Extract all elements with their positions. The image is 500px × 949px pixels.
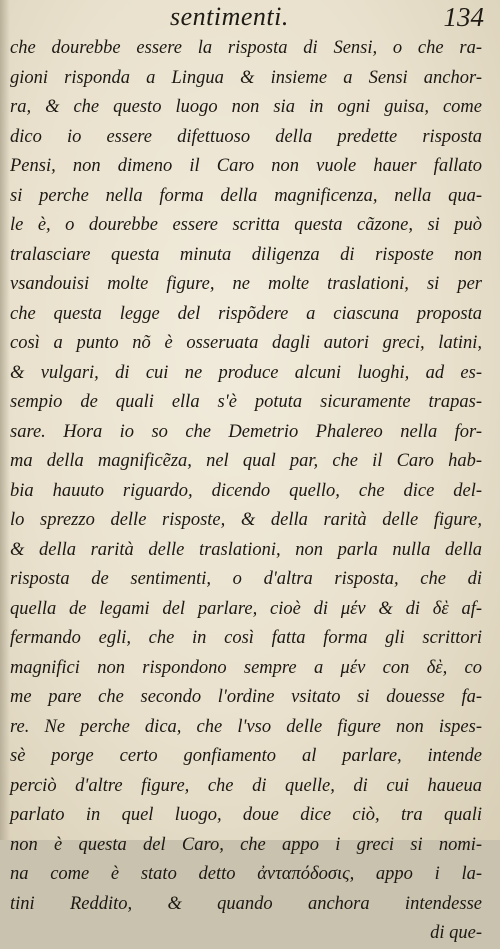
text-line: risposta de sentimenti, o d'altra risposta, che di [10, 569, 482, 589]
text-line: tralasciare questa minuta diligenza di risposte non [10, 244, 482, 265]
text-line: vsandouisi molte figure, ne molte traslationi, si per [10, 274, 482, 294]
text-line: lo sprezzo delle risposte, & della rarità delle figure, [10, 510, 482, 530]
page-number: 134 [443, 2, 484, 32]
text-line: così a punto nõ è osseruata dagli autori greci, latini, [10, 333, 482, 353]
text-line: na come è stato detto ἀνταπόδοσις, appo i la- [10, 864, 482, 884]
text-line: parlato in quel luogo, doue dice ciò, tra quali [10, 805, 482, 825]
text-line: si perche nella forma della magnificenza, nella qua- [10, 185, 482, 206]
text-line: quella de legami del parlare, cioè di μέν & di δὲ af- [10, 598, 482, 619]
text-line: magnifici non rispondono sempre a μέν con δὲ, co [10, 657, 482, 678]
text-line: Pensi, non dimeno il Caro non vuole hauer fallato [10, 156, 482, 176]
body-text [10, 34, 482, 949]
text-line: tini Reddito, & quando anchora intendesse [10, 893, 482, 914]
text-line: ra, & che questo luogo non sia in ogni guisa, come [10, 97, 482, 117]
text-line: sè porge certo gonfiamento al parlare, intende [10, 746, 482, 766]
text-line: re. Ne perche dica, che l'vso delle figure non ispes- [10, 716, 482, 737]
text-line: le è, o dourebbe essere scritta questa cãzone, si può [10, 215, 482, 235]
text-line: gioni risponda a Lingua & insieme a Sensi anchor- [10, 67, 482, 88]
text-line: che dourebbe essere la risposta di Sensi, o che ra- [10, 38, 482, 58]
page-gutter-shadow [0, 0, 10, 840]
text-line: dico io essere difettuoso della predette risposta [10, 126, 482, 147]
text-line: bia hauuto riguardo, dicendo quello, che dice del- [10, 480, 482, 501]
catchword: di que- [430, 923, 482, 943]
text-line: sare. Hora io so che Demetrio Phalereo nella for- [10, 421, 482, 442]
text-line: me pare che secondo l'ordine vsitato si douesse fa- [10, 687, 482, 707]
text-line: & della rarità delle traslationi, non parla nulla della [10, 539, 482, 560]
text-line: fermando egli, che in così fatta forma gli scrittori [10, 628, 482, 648]
text-line: ma della magnificẽza, nel qual par, che il Caro hab- [10, 451, 482, 471]
text-line: che questa legge del rispõdere a ciascuna proposta [10, 303, 482, 324]
running-head: sentimenti. [170, 2, 289, 31]
text-line: perciò d'altre figure, che di quelle, di cui haueua [10, 775, 482, 796]
text-line: non è questa del Caro, che appo i greci si nomi- [10, 834, 482, 855]
text-line: sempio de quali ella s'è potuta sicuramente trapas- [10, 392, 482, 412]
text-line: & vulgari, di cui ne produce alcuni luoghi, ad es- [10, 362, 482, 383]
